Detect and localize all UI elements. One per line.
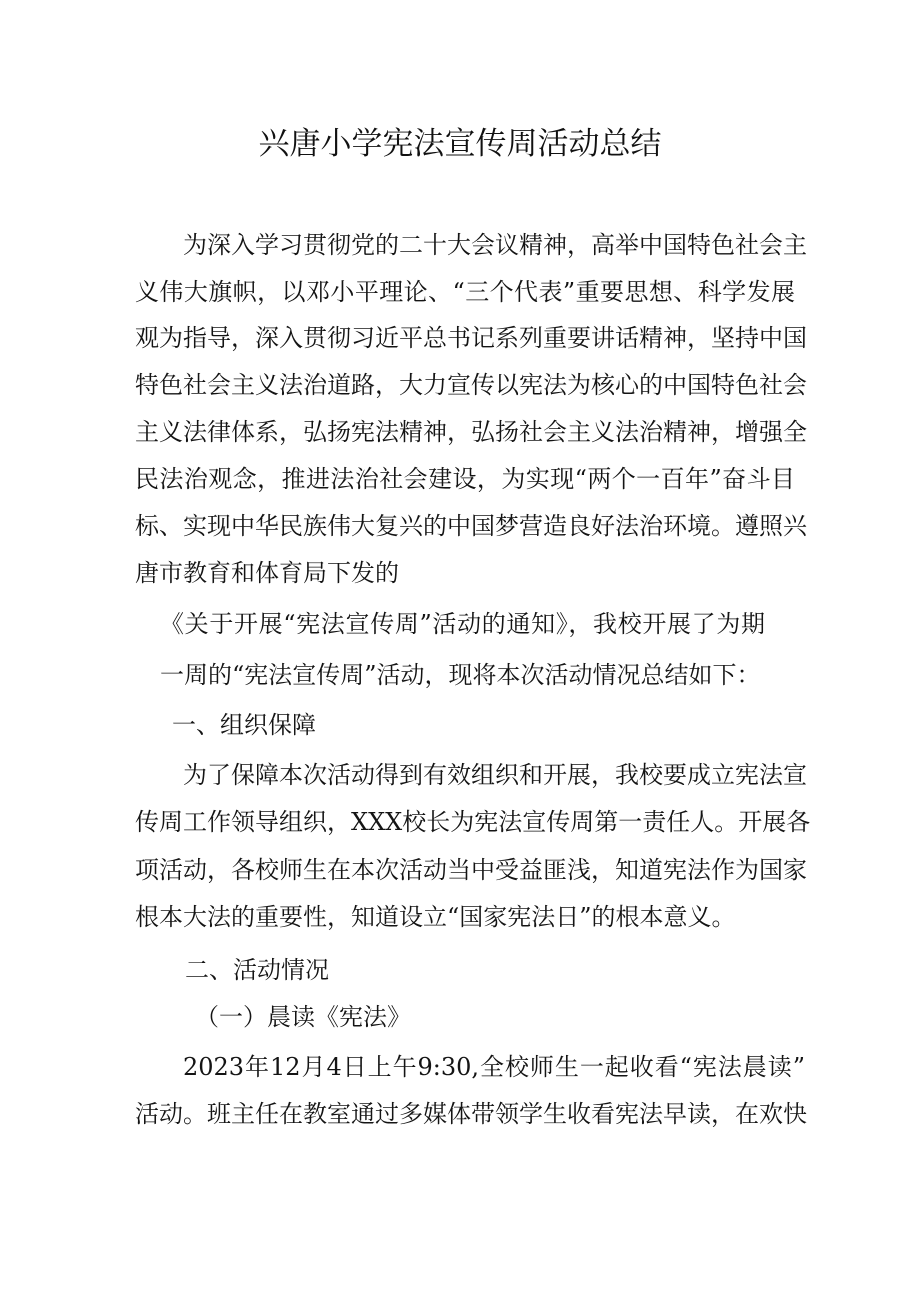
subsection-heading: （一）晨读《宪法》 bbox=[195, 1003, 411, 1031]
section-heading: 二、活动情况 bbox=[185, 956, 329, 984]
paragraph-line: 活动。班主任在教室通过多媒体带领学生收看宪法早读，在欢快 bbox=[135, 1100, 807, 1128]
paragraph-line: 2023年12月4日上午9:30,全校师生一起收看“宪法晨读” bbox=[183, 1053, 805, 1081]
paragraph-line: 为深入学习贯彻党的二十大会议精神，高举中国特色社会主 bbox=[183, 231, 807, 259]
paragraph-line: 观为指导，深入贯彻习近平总书记系列重要讲话精神，坚持中国 bbox=[135, 324, 807, 352]
document-title: 兴唐小学宪法宣传周活动总结 bbox=[258, 126, 662, 162]
paragraph-line: 《关于开展“宪法宣传周”活动的通知》，我校开展了为期 bbox=[160, 610, 765, 638]
paragraph-line: 项活动，各校师生在本次活动当中受益匪浅，知道宪法作为国家 bbox=[135, 856, 807, 884]
paragraph-line: 唐市教育和体育局下发的 bbox=[135, 559, 399, 587]
paragraph-line: 标、实现中华民族伟大复兴的中国梦营造良好法治环境。遵照兴 bbox=[135, 512, 807, 540]
section-heading: 一、组织保障 bbox=[172, 711, 316, 739]
paragraph-line: 为了保障本次活动得到有效组织和开展，我校要成立宪法宣 bbox=[183, 761, 807, 789]
paragraph-line: 根本大法的重要性，知道设立“国家宪法日”的根本意义。 bbox=[135, 903, 736, 931]
paragraph-line: 主义法律体系，弘扬宪法精神，弘扬社会主义法治精神，增强全 bbox=[135, 418, 807, 446]
paragraph-line: 传周工作领导组织，XXX校长为宪法宣传周第一责任人。开展各 bbox=[135, 808, 811, 836]
paragraph-line: 特色社会主义法治道路，大力宣传以宪法为核心的中国特色社会 bbox=[135, 371, 807, 399]
paragraph-line: 义伟大旗帜，以邓小平理论、“三个代表”重要思想、科学发展 bbox=[135, 278, 795, 306]
paragraph-line: 民法治观念，推进法治社会建设，为实现“两个一百年”奋斗目 bbox=[135, 465, 795, 493]
paragraph-line: 一周的“宪法宣传周”活动，现将本次活动情况总结如下： bbox=[160, 661, 761, 689]
